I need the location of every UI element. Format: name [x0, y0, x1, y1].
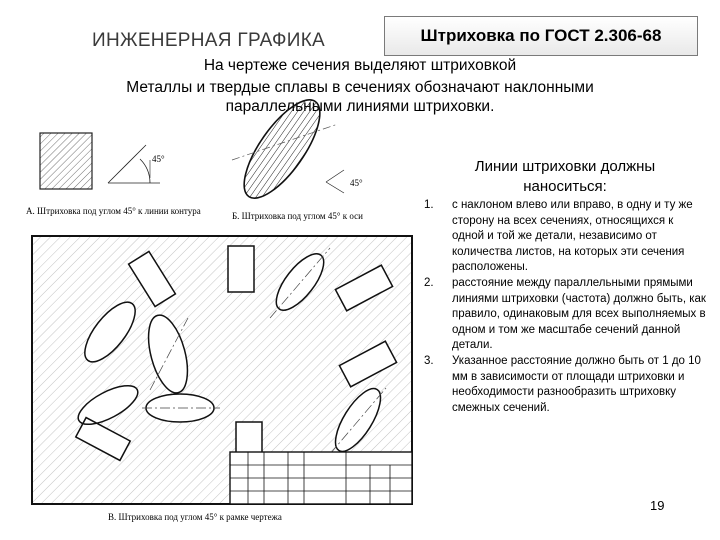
caption-a: А. Штриховка под углом 45° к линии контура — [26, 206, 201, 216]
rule-number: 3. — [424, 354, 434, 367]
intro-line-2: Металлы и твердые сплавы в сечениях обозначают наклонными — [126, 79, 594, 96]
rules-list — [418, 198, 708, 416]
rules-heading: Линии штриховки должны наноситься: — [474, 158, 656, 195]
rule-item — [418, 354, 708, 416]
intro-line-3: параллельными линиями штриховки. — [225, 98, 495, 115]
rule-text: расстояние между параллельными прямыми линиями штриховки (частота) должно быть, как правило, одинаковым для всех выполняемых в одном и том же масштабе сечений данной детали. — [452, 276, 706, 352]
hatched-ellipse — [231, 89, 334, 209]
hatched-square — [40, 133, 92, 189]
angle-arc — [140, 159, 150, 183]
caption-b: Б. Штриховка под углом 45° к оси — [232, 211, 363, 221]
title-block — [230, 452, 412, 504]
rule-item — [418, 276, 708, 354]
caption-c: В. Штриховка под углом 45° к рамке чертежа — [108, 512, 282, 522]
rule-text: Указанное расстояние должно быть от 1 до 10 мм в зависимости от площади штриховки и необходимости разнообразить штриховку смежных сечений. — [452, 354, 701, 414]
rule-item — [418, 198, 708, 276]
dimension-angle-line — [108, 145, 146, 183]
figure-c — [32, 236, 412, 504]
rule-number: 2. — [424, 276, 434, 289]
angle-label-a: 45° — [152, 154, 165, 164]
slide-title: Штриховка по ГОСТ 2.306-68 — [384, 16, 698, 56]
figure-a — [40, 133, 160, 189]
intro-line-1: На чертеже сечения выделяют штриховкой — [203, 57, 517, 74]
rule-text: с наклоном влево или вправо, в одну и ту же сторону на всех сечениях, относящихся к одной и той же детали, независимо от количества листов, на которых эти сечения расположены. — [452, 199, 693, 274]
angle-label-b: 45° — [350, 178, 363, 188]
figure-b — [231, 89, 344, 209]
subject-heading: ИНЖЕНЕРНАЯ ГРАФИКА — [92, 30, 326, 51]
rule-number: 1. — [424, 199, 434, 211]
page-number: 19 — [650, 498, 665, 513]
